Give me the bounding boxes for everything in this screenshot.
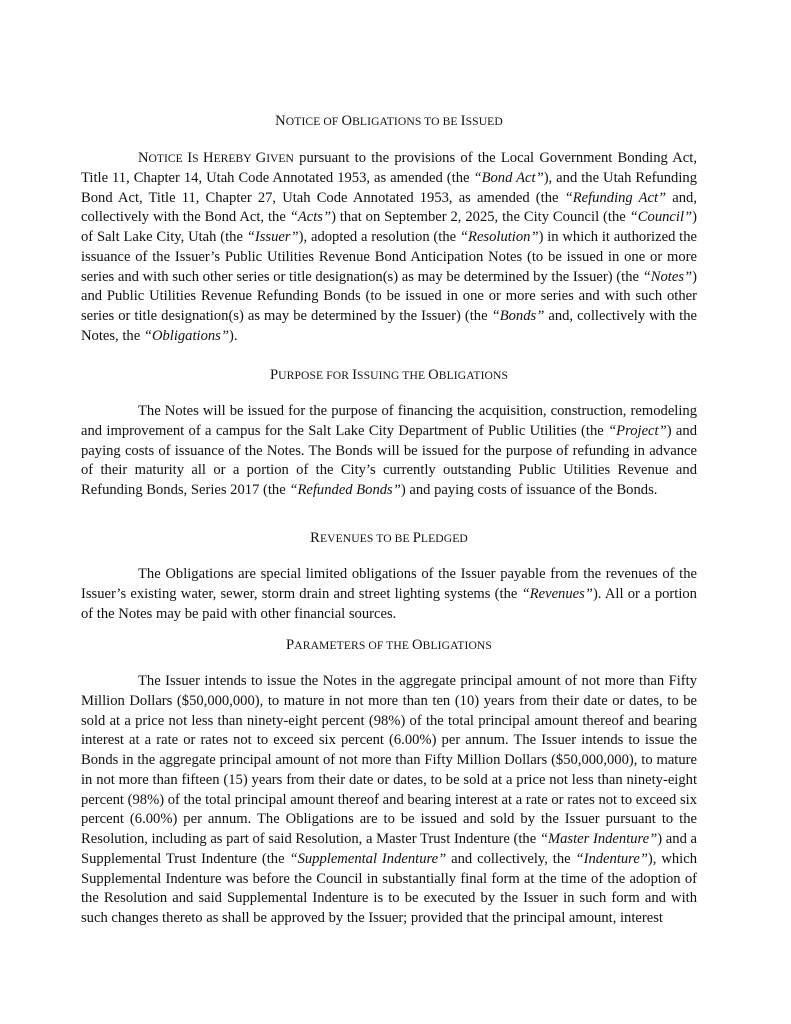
lead-text: OTICE [148,152,188,165]
heading-text: O [428,367,439,383]
heading-text: BLIGATIONS TO BE [352,115,461,128]
body-text: pursuant to the provisions of the Local Government Bonding Act, Title 11, Chapter 14, Utah Code Annotated 1953, as amended (the [81,150,697,186]
defined-term: “Master Indenture” [539,831,658,847]
body-text: ) in which it authorized the issuance of the Issuer’s Public Utilities Revenue Bond Anticipation Notes (to be issued in one or more series and with such other series or title designation(s) as may be determined by the Issuer) (the [81,229,697,285]
lead-text: G [255,150,267,166]
defined-term: “Acts” [289,209,332,226]
body-text: and collectively, the [446,850,576,867]
heading-text: SSUED [465,115,503,128]
defined-term: “Resolution” [459,229,539,245]
body-text: ), which Supplemental Indenture was before the Council in substantially final form at the time of the adoption of the Resolution and said Supplemental Indenture is to be executed by the Issuer in such form and with such changes thereto as shall be approved by the Issuer; provided that the principal amount, interest [81,850,697,926]
heading-notice-of-obligations [81,113,697,130]
heading-text: N [275,113,286,129]
paragraph-purpose [81,402,697,501]
defined-term: “Council” [629,209,693,226]
heading-text: P [269,367,279,383]
body-text: The Issuer intends to issue the Notes in the aggregate principal amount of not more than Fifty Million Dollars ($50,000,000), to mature in not more than ten (10) years from their date or dates, to be sold at a price not less than ninety-eight percent (98%) of the total principal amount thereof and bearing interest at a rate or rates not to exceed six percent (6.00%) per annum. The Issuer intends to issue the Bonds in the aggregate principal amount of not more than Fifty Million Dollars ($50,000,000), to mature in not more than fifteen (15) years from their date or dates, to be sold at a price not less than ninety-eight percent (98%) of the total principal amount thereof and bearing interest at a rate or rates not to exceed six percent (6.00%) per annum. The Obligations are to be issued and sold by the Issuer pursuant to the Resolution, including as part of said Resolution, a Master Trust Indenture (the [81,673,697,847]
body-text: ) of Salt Lake City, Utah (the [81,209,697,245]
defined-term: “Bond Act” [473,169,544,186]
body-text: ). [228,327,238,344]
body-text: and, collectively with the Notes, the [81,308,697,344]
defined-term: “Project” [608,422,667,439]
lead-text: H [203,150,214,166]
body-text: ), and the Utah Refunding Bond Act, Title 11, Chapter 27, Utah Code Annotated 1953, as amended (the [81,169,697,206]
defined-term: “Indenture” [575,850,648,867]
defined-term: “Refunding Act” [564,189,667,206]
paragraph-notice [81,149,697,347]
body-text: ) that on September 2, 2025, the City Council (the [331,209,630,226]
heading-text: R [310,530,320,546]
body-text: ) and Public Utilities Revenue Refunding Bonds (to be issued in one or more series and with such other series or title designation(s) as may be determined by the Issuer) (the [81,268,697,324]
body-text: The Obligations are special limited obligations of the Issuer payable from the revenues of the Issuer’s existing water, sewer, storm drain and street lighting systems (the [81,566,697,602]
body-text: ) and paying costs of issuance of the Bonds. [400,482,658,498]
body-text: ) and a Supplemental Trust Indenture (the [81,831,697,867]
heading-text: O [341,113,353,129]
heading-text: P [286,637,295,653]
heading-purpose [81,367,697,384]
heading-text: I [460,113,466,129]
heading-text: SSUING THE [357,369,429,382]
lead-text: I [187,150,193,166]
body-text: and, collectively with the Bond Act, the [81,189,697,226]
paragraph-parameters [81,672,697,929]
heading-text: EVENUES TO BE [319,532,413,545]
defined-term: “Issuer” [246,229,299,245]
lead-text: N [138,150,149,166]
heading-revenues [81,530,697,547]
heading-text: P [412,530,421,546]
heading-text: BLIGATIONS [422,639,492,652]
body-text: ). All or a portion of the Notes may be paid with other financial sources. [81,585,697,622]
defined-term: “Refunded Bonds” [289,482,401,498]
defined-term: “Notes” [642,268,693,285]
defined-term: “Obligations” [143,327,229,344]
heading-text: I [352,367,358,383]
heading-text: LEDGED [420,532,468,545]
defined-term: “Revenues” [521,585,593,602]
body-text: ) and paying costs of issuance of the Notes. The Bonds will be issued for the purpose of refunding in advance of their maturity all or a portion of the City’s currently outstanding Public Utilities Revenue and Refunding Bonds, Series 2017 (the [81,422,697,498]
heading-text: OTICE OF [285,115,342,128]
paragraph-revenues [81,565,697,624]
lead-text: IVEN [266,152,294,165]
heading-text: O [412,637,423,653]
lead-text: S [192,152,204,165]
defined-term: “Bonds” [491,308,545,324]
heading-text: ARAMETERS OF THE [294,639,413,652]
body-text: ), adopted a resolution (the [298,229,460,245]
heading-text: BLIGATIONS [438,369,509,382]
heading-parameters [81,637,697,654]
defined-term: “Supplemental Indenture” [289,850,447,867]
lead-text: EREBY [213,152,256,165]
body-text: The Notes will be issued for the purpose of financing the acquisition, construction, remodeling and improvement of a campus for the Salt Lake City Department of Public Utilities (the [81,403,697,439]
heading-text: URPOSE FOR [278,369,353,382]
